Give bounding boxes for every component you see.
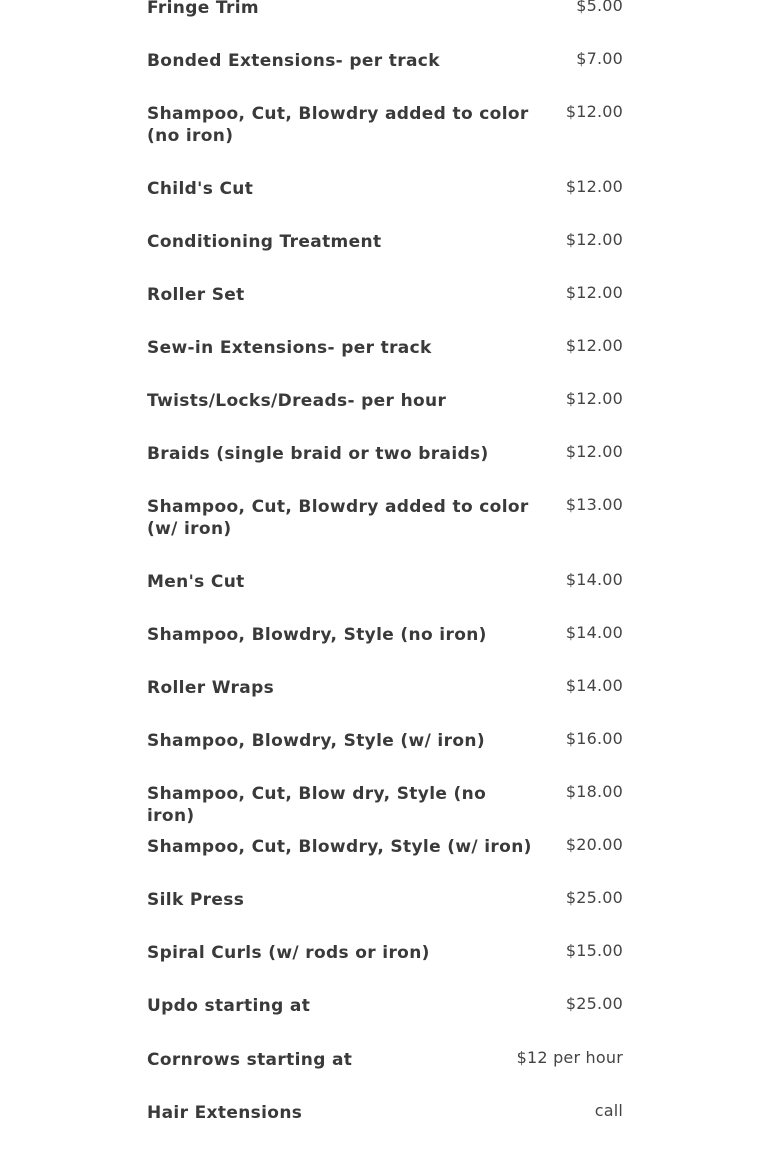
service-name: Roller Set [147, 285, 245, 305]
service-name: Shampoo, Blowdry, Style (no iron) [147, 625, 487, 645]
service-price: $12.00 [565, 336, 623, 355]
service-price: $5.00 [576, 0, 623, 15]
service-price: $12.00 [565, 283, 623, 302]
service-price: $7.00 [576, 49, 623, 68]
service-price: $14.00 [565, 570, 623, 589]
service-name: Braids (single braid or two braids) [147, 444, 489, 464]
service-price: $14.00 [565, 623, 623, 642]
service-price: $25.00 [565, 994, 623, 1013]
service-name: Shampoo, Blowdry, Style (w/ iron) [147, 731, 485, 751]
service-name: Spiral Curls (w/ rods or iron) [147, 943, 430, 963]
service-price: $12.00 [565, 177, 623, 196]
service-name: Shampoo, Cut, Blowdry, Style (w/ iron) [147, 837, 532, 857]
service-price: $14.00 [565, 676, 623, 695]
service-name: Hair Extensions [147, 1103, 303, 1123]
service-name: Shampoo, Cut, Blowdry added to color (w/ iron) [147, 497, 529, 539]
service-name: Fringe Trim [147, 0, 259, 18]
service-name: Shampoo, Cut, Blow dry, Style (no iron) [147, 784, 487, 826]
service-price: $12 per hour [516, 1048, 623, 1067]
service-name: Updo starting at [147, 996, 311, 1016]
service-price: $18.00 [565, 782, 623, 801]
service-name: Twists/Locks/Dreads- per hour [147, 391, 447, 411]
service-name: Roller Wraps [147, 678, 275, 698]
service-name: Silk Press [147, 890, 245, 910]
service-name: Bonded Extensions- per track [147, 51, 440, 71]
service-name: Cornrows starting at [147, 1050, 353, 1070]
service-price: $12.00 [565, 102, 623, 121]
service-price: $13.00 [565, 495, 623, 514]
service-name: Shampoo, Cut, Blowdry added to color (no iron) [147, 104, 529, 146]
service-price: $16.00 [565, 729, 623, 748]
service-name: Sew-in Extensions- per track [147, 338, 432, 358]
service-price: call [594, 1101, 623, 1120]
service-price: $12.00 [565, 442, 623, 461]
service-name: Conditioning Treatment [147, 232, 382, 252]
service-name: Men's Cut [147, 572, 245, 592]
service-price: $20.00 [565, 835, 623, 854]
service-price: $25.00 [565, 888, 623, 907]
service-name: Child's Cut [147, 179, 254, 199]
service-price: $12.00 [565, 230, 623, 249]
service-price: $15.00 [565, 941, 623, 960]
service-price: $12.00 [565, 389, 623, 408]
